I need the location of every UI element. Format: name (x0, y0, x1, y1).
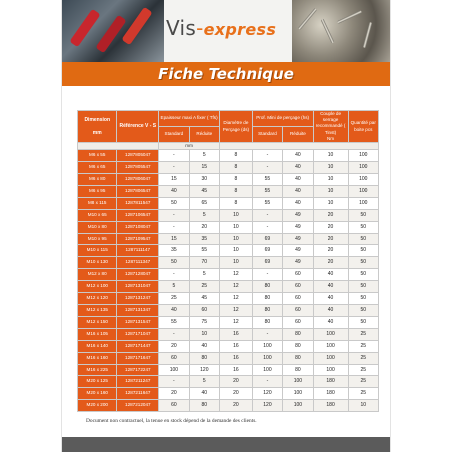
disclaimer-note: Document non contractuel, la tenue en stock dépend de la demande des clients. (86, 418, 257, 424)
cell-value: 80 (283, 328, 313, 340)
cell-value: 40 (159, 185, 189, 197)
cell-value: 12 (220, 281, 253, 293)
cell-value: 80 (189, 400, 219, 412)
cell-reference: 1287811547 (117, 197, 159, 209)
table-body (78, 150, 379, 412)
table-row (78, 293, 379, 305)
cell-value: 5 (159, 281, 189, 293)
cell-dimension: M6 x 55 (78, 150, 117, 162)
cell-reference: 1287806547 (117, 185, 159, 197)
cell-value: - (252, 269, 282, 281)
table-row (78, 269, 379, 281)
table-row (78, 400, 379, 412)
cell-value: 8 (220, 197, 253, 209)
cell-value: 25 (348, 340, 378, 352)
cell-value: 25 (348, 352, 378, 364)
cell-reference: 1287106547 (117, 209, 159, 221)
cell-value: 12 (220, 269, 253, 281)
cell-value: 60 (283, 316, 313, 328)
cell-value: 20 (220, 388, 253, 400)
cell-value: - (159, 376, 189, 388)
cell-value: 50 (348, 209, 378, 221)
table-row (78, 221, 379, 233)
cell-value: 100 (313, 352, 348, 364)
cell-value: 45 (189, 293, 219, 305)
cell-value: 25 (348, 364, 378, 376)
cell-dimension: M12 x 80 (78, 269, 117, 281)
cell-value: 10 (348, 400, 378, 412)
table-row (78, 376, 379, 388)
cell-value: 10 (313, 174, 348, 186)
cell-value: 10 (189, 328, 219, 340)
cell-value: 49 (283, 209, 313, 221)
cell-value: 60 (283, 269, 313, 281)
cell-dimension: M10 x 95 (78, 233, 117, 245)
cell-value: 69 (252, 257, 282, 269)
cell-value: 40 (313, 316, 348, 328)
cell-value: 16 (220, 352, 253, 364)
cell-value: 100 (348, 174, 378, 186)
cell-value: 40 (189, 388, 219, 400)
cell-value: 69 (252, 245, 282, 257)
cell-value: 55 (252, 197, 282, 209)
cell-value: 55 (252, 185, 282, 197)
header-spacer (78, 143, 159, 150)
cell-value: 35 (159, 245, 189, 257)
cell-value: - (159, 221, 189, 233)
cell-dimension: M20 x 200 (78, 400, 117, 412)
cell-value: 75 (189, 316, 219, 328)
cell-dimension: M10 x 130 (78, 257, 117, 269)
cell-value: - (252, 376, 282, 388)
cell-value: 10 (220, 257, 253, 269)
table-row (78, 174, 379, 186)
cell-value: 40 (283, 150, 313, 162)
cell-dimension: M6 x 65 (78, 162, 117, 174)
cell-value: 12 (220, 293, 253, 305)
cell-dimension: M10 x 65 (78, 209, 117, 221)
cell-reference: 1287172247 (117, 364, 159, 376)
cell-value: 16 (220, 364, 253, 376)
cell-value: 50 (348, 245, 378, 257)
cell-value: 50 (348, 221, 378, 233)
cell-value: 100 (252, 364, 282, 376)
header-spacer-right (220, 143, 379, 150)
cell-value: 100 (348, 197, 378, 209)
cell-dimension: M8 x 115 (78, 197, 117, 209)
cell-value: 40 (283, 197, 313, 209)
technical-sheet-page (62, 0, 390, 452)
cell-reference: 1287131047 (117, 281, 159, 293)
cell-reference: 1287111347 (117, 257, 159, 269)
cell-value: 25 (159, 293, 189, 305)
cell-value: 20 (159, 340, 189, 352)
header-prof-reduite: Réduite (283, 127, 313, 143)
cell-value: 10 (220, 209, 253, 221)
cell-value: 65 (189, 197, 219, 209)
cell-value: 49 (283, 245, 313, 257)
cell-dimension: M6 x 80 (78, 174, 117, 186)
cell-dimension: M16 x 160 (78, 352, 117, 364)
cell-value: 10 (220, 221, 253, 233)
cell-dimension: M12 x 120 (78, 293, 117, 305)
cell-value: 30 (189, 174, 219, 186)
table-row (78, 340, 379, 352)
cell-value: 40 (283, 174, 313, 186)
header-prof-standard: Standard (252, 127, 282, 143)
cell-reference: 1287171047 (117, 328, 159, 340)
cell-value: 10 (220, 245, 253, 257)
cell-value: 80 (252, 316, 282, 328)
cell-value: 50 (348, 316, 378, 328)
cell-reference: 1287108047 (117, 221, 159, 233)
cell-value: 10 (313, 150, 348, 162)
cell-reference: 1287806047 (117, 174, 159, 186)
cell-value: 100 (348, 162, 378, 174)
cell-value: 50 (348, 293, 378, 305)
cell-value: 10 (313, 162, 348, 174)
cell-value: 50 (348, 257, 378, 269)
cell-reference: 1287212047 (117, 400, 159, 412)
cell-value: 5 (189, 269, 219, 281)
cell-value: 100 (283, 376, 313, 388)
cell-value: 60 (283, 293, 313, 305)
table-row (78, 185, 379, 197)
cell-value: 40 (283, 162, 313, 174)
cell-value: 180 (313, 400, 348, 412)
cell-value: 8 (220, 185, 253, 197)
cell-value: - (159, 150, 189, 162)
header-banner (62, 0, 390, 62)
header-reduite: Réduite (189, 127, 219, 143)
cell-value: 60 (283, 281, 313, 293)
cell-value: 20 (159, 388, 189, 400)
table-row (78, 364, 379, 376)
cell-value: 100 (283, 400, 313, 412)
header-standard: Standard (159, 127, 189, 143)
cell-value: 60 (159, 352, 189, 364)
cell-reference: 1287171647 (117, 352, 159, 364)
table-row (78, 328, 379, 340)
cell-value: 100 (313, 364, 348, 376)
header-dimension: Dimension mm (78, 111, 117, 143)
table-row (78, 305, 379, 317)
cell-value: 35 (189, 233, 219, 245)
cell-value: 40 (159, 305, 189, 317)
cell-value: 55 (159, 316, 189, 328)
header-reference: Référence V - S (117, 111, 159, 143)
table-row (78, 162, 379, 174)
cell-dimension: M16 x 140 (78, 340, 117, 352)
screws-photo (292, 0, 390, 62)
cell-value: 15 (189, 162, 219, 174)
cell-value: 80 (252, 293, 282, 305)
cell-value: 50 (159, 257, 189, 269)
cell-value: 50 (348, 233, 378, 245)
cell-reference: 1287805547 (117, 162, 159, 174)
cell-value: 12 (220, 305, 253, 317)
cell-value: 60 (159, 400, 189, 412)
footer-bar (62, 437, 390, 452)
cell-reference: 1287131347 (117, 305, 159, 317)
header-prof: Prof. Mini de perçage (hs) (252, 111, 313, 127)
cell-value: 180 (313, 388, 348, 400)
cell-value: 100 (283, 388, 313, 400)
cell-reference: 1287111147 (117, 245, 159, 257)
cell-value: 5 (189, 209, 219, 221)
cell-value: 100 (348, 185, 378, 197)
cell-value: 49 (283, 233, 313, 245)
cell-value: 20 (313, 233, 348, 245)
cell-value: 40 (313, 305, 348, 317)
cell-value: - (252, 328, 282, 340)
cell-value: 25 (348, 376, 378, 388)
cell-dimension: M20 x 160 (78, 388, 117, 400)
cell-reference: 1287805047 (117, 150, 159, 162)
cell-reference: 1287211247 (117, 376, 159, 388)
cell-value: - (159, 328, 189, 340)
cell-value: 49 (283, 221, 313, 233)
cell-value: 25 (348, 328, 378, 340)
table-row (78, 150, 379, 162)
header-diametre: Diamètre de Perçage (ds) (220, 111, 253, 143)
cell-value: 50 (348, 305, 378, 317)
cell-value: 5 (189, 150, 219, 162)
cell-reference: 1287131247 (117, 293, 159, 305)
cell-value: 5 (189, 376, 219, 388)
cell-value: 20 (313, 221, 348, 233)
cell-value: 40 (313, 293, 348, 305)
cell-value: 49 (283, 257, 313, 269)
cell-value: - (159, 162, 189, 174)
table-row (78, 352, 379, 364)
cell-value: 120 (252, 400, 282, 412)
cell-reference: 1287131547 (117, 316, 159, 328)
table-row (78, 388, 379, 400)
cell-value: - (159, 269, 189, 281)
cell-dimension: M12 x 150 (78, 316, 117, 328)
cell-reference: 1287171447 (117, 340, 159, 352)
cell-value: 55 (189, 245, 219, 257)
cell-value: - (159, 209, 189, 221)
cell-value: 60 (283, 305, 313, 317)
header-epaisseur-unit: mm (159, 143, 220, 150)
cell-value: 8 (220, 174, 253, 186)
cell-value: 50 (348, 281, 378, 293)
cell-value: 16 (220, 340, 253, 352)
cell-value: 80 (283, 340, 313, 352)
cell-value: 8 (220, 150, 253, 162)
table-row (78, 209, 379, 221)
cell-value: 80 (283, 364, 313, 376)
cell-value: 20 (189, 221, 219, 233)
cell-value: 80 (189, 352, 219, 364)
table-row (78, 233, 379, 245)
cell-value: 20 (220, 376, 253, 388)
cell-value: 10 (220, 233, 253, 245)
toolbox-photo (62, 0, 164, 62)
cell-value: 15 (159, 233, 189, 245)
table-row (78, 245, 379, 257)
brand-logo: Vis-express (166, 16, 277, 40)
cell-value: 80 (252, 305, 282, 317)
cell-dimension: M12 x 100 (78, 281, 117, 293)
cell-value: 40 (283, 185, 313, 197)
cell-value: 40 (313, 281, 348, 293)
cell-dimension: M12 x 135 (78, 305, 117, 317)
cell-dimension: M16 x 105 (78, 328, 117, 340)
cell-value: 120 (189, 364, 219, 376)
cell-reference: 1287109547 (117, 233, 159, 245)
cell-value: 16 (220, 328, 253, 340)
cell-value: 69 (252, 233, 282, 245)
cell-value: 45 (189, 185, 219, 197)
header-quantite: Quantité par boite pcs (348, 111, 378, 143)
cell-reference: 1287128047 (117, 269, 159, 281)
cell-value: 40 (313, 269, 348, 281)
cell-value: - (252, 162, 282, 174)
cell-value: 100 (313, 340, 348, 352)
cell-value: - (252, 209, 282, 221)
cell-value: 100 (313, 328, 348, 340)
cell-value: 8 (220, 162, 253, 174)
cell-value: 100 (348, 150, 378, 162)
cell-value: - (252, 150, 282, 162)
cell-value: - (252, 221, 282, 233)
title-bar (62, 62, 390, 86)
header-couple: Couple de serrage recommandé ( Tinst) Nm (313, 111, 348, 143)
cell-value: 100 (252, 352, 282, 364)
cell-value: 60 (189, 305, 219, 317)
table-row (78, 197, 379, 209)
cell-dimension: M10 x 80 (78, 221, 117, 233)
table-row (78, 316, 379, 328)
cell-value: 20 (220, 400, 253, 412)
table-row (78, 281, 379, 293)
cell-value: 10 (313, 185, 348, 197)
cell-value: 20 (313, 209, 348, 221)
cell-dimension: M10 x 115 (78, 245, 117, 257)
cell-value: 40 (189, 340, 219, 352)
cell-dimension: M16 x 225 (78, 364, 117, 376)
cell-value: 100 (252, 340, 282, 352)
cell-value: 15 (159, 174, 189, 186)
cell-value: 120 (252, 388, 282, 400)
header-epaisseur: Epaisseur maxi A fixer ( Tfs) (159, 111, 220, 127)
cell-value: 100 (159, 364, 189, 376)
cell-reference: 1287211647 (117, 388, 159, 400)
table-row (78, 257, 379, 269)
specification-table (77, 110, 379, 412)
cell-value: 80 (283, 352, 313, 364)
cell-value: 70 (189, 257, 219, 269)
cell-value: 20 (313, 257, 348, 269)
cell-value: 55 (252, 174, 282, 186)
cell-value: 25 (189, 281, 219, 293)
cell-value: 10 (313, 197, 348, 209)
cell-dimension: M6 x 95 (78, 185, 117, 197)
cell-value: 25 (348, 388, 378, 400)
cell-value: 50 (159, 197, 189, 209)
cell-dimension: M20 x 125 (78, 376, 117, 388)
cell-value: 12 (220, 316, 253, 328)
cell-value: 180 (313, 376, 348, 388)
cell-value: 20 (313, 245, 348, 257)
cell-value: 50 (348, 269, 378, 281)
page-title: Fiche Technique (158, 65, 294, 83)
cell-value: 80 (252, 281, 282, 293)
